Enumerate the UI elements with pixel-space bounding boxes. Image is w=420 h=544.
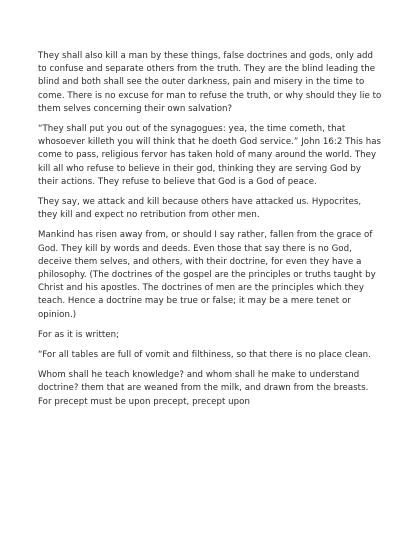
- paragraph-6: “For all tables are full of vomit and filthiness, so that there is no place clean.: [38, 350, 371, 361]
- paragraph-2: “They shall put you out of the synagogues: yea, the time cometh, that whosoever killeth you will think that he doeth God service.” John 16:2 This has come to pass, religious fervor has taken hold of many around the world. They kill all who refuse to believe in their god, thinking they are serving God by their actions. They refuse to believe that God is a God of peace.: [38, 124, 382, 187]
- paragraph-1: They shall also kill a man by these things, false doctrines and gods, only add to confuse and separate others from the truth. They are the blind leading the blind and both shall see the outer darkness, pain and misery in the time to come. There is no excuse for man to refuse the truth, or why should they lie to them selves concerning their own salvation?: [38, 51, 382, 114]
- document-page: [38, 50, 382, 416]
- paragraph-5: For as it is written;: [38, 329, 120, 340]
- paragraph-7: Whom shall he teach knowledge? and whom shall he make to understand doctrine? them that are weaned from the milk, and drawn from the breasts. For precept must be upon precept, precept upon: [38, 370, 369, 407]
- paragraph-3: They say, we attack and kill because others have attacked us. Hypocrites, they kill and expect no retribution from other men.: [38, 197, 362, 221]
- paragraph-4: Mankind has risen away from, or should I say rather, fallen from the grace of God. They kill by words and deeds. Even those that say there is no God, deceive them selves, and others, with their doctrine, for even they have a philosophy. (The doctrines of the gospel are the principles or truths taught by Christ and his apostles. The doctrines of men are the principles which they teach. Hence a doctrine may be true or false; it may be a mere tenet or opinion.): [38, 230, 376, 320]
